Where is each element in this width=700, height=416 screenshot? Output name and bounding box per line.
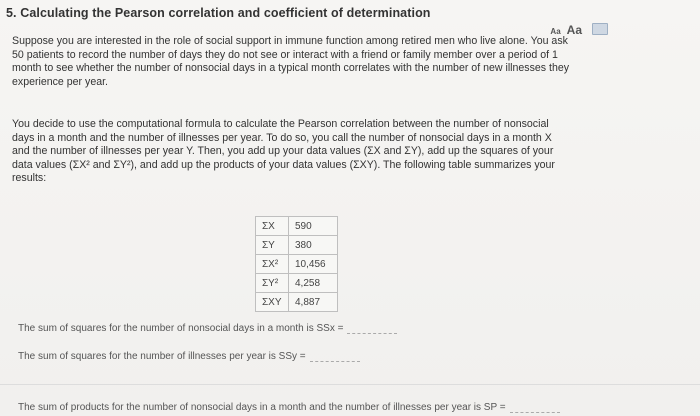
sp-question bbox=[18, 401, 560, 413]
intro-paragraph: Suppose you are interested in the role of social support in immune function among retired men who live alone. You ask 50 patients to record the number of days they do not see or interact with a friend or family member over a period of 1 month to see whether the number of nonsocial days in a typical month correlates with the number of new illnesses they experience per year. bbox=[12, 35, 570, 88]
ssy-question-text: The sum of squares for the number of illnesses per year is SSy = bbox=[18, 350, 306, 362]
method-paragraph: You decide to use the computational formula to calculate the Pearson correlation between the number of nonsocial days in a month and the number of illnesses per year. To do so, you call the number of nonsocial days in a month X and the number of illnesses per year Y. Then, you add up your data values (ΣX and ΣY), add up the squares of your data values (ΣX² and ΣY²), and add up the products of your data values (ΣXY). The following table summarizes your results: bbox=[12, 118, 555, 185]
table-row bbox=[256, 274, 338, 293]
sp-answer-field[interactable] bbox=[510, 401, 560, 413]
ssy-answer-field[interactable] bbox=[310, 350, 360, 362]
ssx-question-text: The sum of squares for the number of nonsocial days in a month is SSx = bbox=[18, 322, 344, 334]
table-row bbox=[256, 217, 338, 236]
section-divider bbox=[0, 384, 700, 385]
row-label: ΣY bbox=[256, 236, 289, 255]
row-value: 4,258 bbox=[289, 274, 338, 293]
ssx-answer-field[interactable] bbox=[347, 322, 397, 334]
increase-font-button[interactable]: Aa bbox=[566, 23, 582, 37]
sp-question-text: The sum of products for the number of nonsocial days in a month and the number of illnesses per year is SP = bbox=[18, 401, 506, 413]
ssx-question bbox=[18, 322, 397, 334]
row-value: 380 bbox=[289, 236, 338, 255]
row-value: 4,887 bbox=[289, 293, 338, 312]
row-label: ΣX bbox=[256, 217, 289, 236]
row-value: 590 bbox=[289, 217, 338, 236]
print-icon[interactable] bbox=[592, 23, 608, 35]
row-label: ΣXY bbox=[256, 293, 289, 312]
row-value: 10,456 bbox=[289, 255, 338, 274]
row-label: ΣY² bbox=[256, 274, 289, 293]
table-row bbox=[256, 255, 338, 274]
row-label: ΣX² bbox=[256, 255, 289, 274]
ssy-question bbox=[18, 350, 360, 362]
decrease-font-button[interactable]: Aa bbox=[550, 27, 561, 36]
question-title: 5. Calculating the Pearson correlation and coefficient of determination bbox=[6, 6, 431, 20]
sums-table bbox=[255, 216, 338, 312]
table-row bbox=[256, 293, 338, 312]
table-row bbox=[256, 236, 338, 255]
